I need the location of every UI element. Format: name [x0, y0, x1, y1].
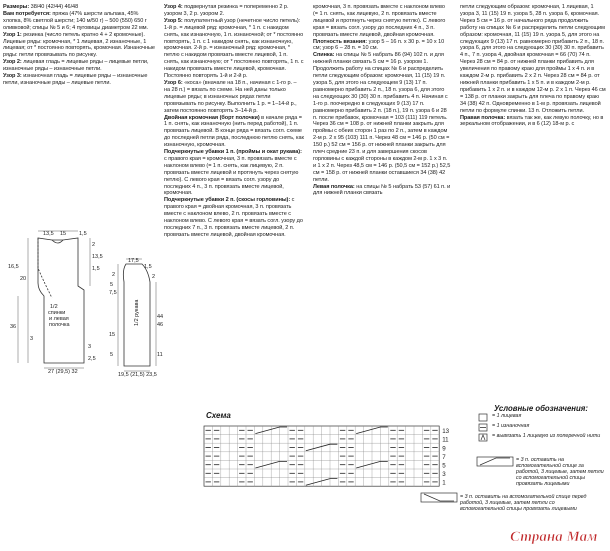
paragraph-text: резинка (число петель кратно 4 + 2 кромочные). Лицевые ряды: кромочная, * 1 лицевая, 2 изнаночные, 1 лицевая; от * постоянно повторять, кромочная. Изнаночные ряды: петли провязывать по рисунку. [3, 31, 157, 59]
col1-paragraph [3, 59, 155, 73]
col4-paragraph [460, 115, 606, 129]
neckline-back [52, 240, 63, 243]
paragraph-text: с правого края = кромочная, 3 п. провязать вместе с наклоном влево (= 1 п. снять, как лицевую, 2 п. провязать вместе лицевой и протянуть через снятую петлю). С левого края = вязать согл. узору до последних 4 п., 3 п. провязать вместе лицевой, кромочная. [164, 149, 304, 197]
paragraph-text: изнаночная гладь = лицевые ряды – изнаночные петли, изнаночные ряды – лицевые петли. [3, 73, 149, 86]
chart-row-number: 1 [442, 479, 446, 487]
legend-item-cable-back: = 3 п. оставить на вспомогательной спице за работой, 3 лицевые, затем петли со вспомогательной спицы провязать лицевыми [516, 457, 604, 487]
sleeve-dim-9: 15 [109, 332, 116, 338]
back-title-1: 1/2 [50, 304, 58, 310]
back-dim-4: 13,5 [92, 254, 103, 260]
col1-paragraph [3, 73, 155, 87]
legend-item-cable-front: = 3 п. оставить на вспомогательной спице перед работой, 3 лицевые, затем петли со вспомогательной спицы провязать лицевыми [460, 494, 587, 512]
paragraph-text: узор 5 – 16 п. x 30 р. = 10 x 10 см; узор 6 – 28 п. = 10 см. [313, 38, 446, 52]
paragraph-heading: Правая полочка: [460, 114, 506, 121]
paragraph-heading: Спинка: [313, 52, 335, 59]
back-dim-0: 13,5 [43, 231, 54, 237]
sleeve-dim-3: 46 [157, 322, 164, 328]
sleeve-title: 1/2 рукава [134, 299, 140, 326]
col3-paragraph [313, 52, 451, 183]
col3-paragraph [313, 39, 451, 53]
legend-item-knit: = 1 лицевая [492, 413, 522, 419]
chart-grid [204, 426, 439, 486]
paragraph-text: пряжа (47% шерсти альпака, 45% хлопка, 8% светлой шерсти; 140 м/50 г) – 500 (550) 650 г оливковой; спицы № 5 и 6; 4 пуговицы диаметром 22 мм. [3, 10, 149, 31]
watermark-logo [504, 525, 604, 547]
sleeve-dim-2: 44 [157, 314, 164, 320]
sleeve-dim-7: 2 [152, 274, 156, 280]
sleeve-dim-11: 19,5 (21,5) 23,5 [118, 372, 157, 378]
back-dim-11: 2,5 [88, 356, 96, 362]
col2-paragraph [164, 4, 304, 18]
paragraph-text: на спицы № 5 набрать 53 (57) 61 п. и для нижней планки связать [313, 183, 452, 197]
col2-paragraph [164, 197, 304, 238]
front-instructions-column [460, 4, 606, 304]
back-dim-1: 15 [60, 231, 67, 237]
sleeve-dim-6: 2 [112, 272, 116, 278]
sleeve-schematic [108, 256, 166, 376]
back-title-4: полочка [49, 322, 70, 328]
chart-row-number: 9 [442, 445, 446, 453]
legend-item-purl: = 1 изнаночная [492, 423, 530, 429]
front-neckline-dashed [38, 238, 52, 298]
knit-symbol [479, 414, 487, 421]
paragraph-heading: Узор 1: [3, 31, 22, 38]
chart-row-number: 5 [442, 462, 446, 470]
sleeve-dim-0: 17,5 [128, 258, 139, 264]
col1-paragraph [3, 4, 155, 11]
back-title-3: и левая [49, 316, 69, 322]
sleeve-dim-5: 7,5 [109, 290, 117, 296]
back-dim-6: 16,5 [8, 264, 19, 270]
cable-front-symbol [420, 492, 460, 504]
col3-paragraph [313, 4, 451, 39]
chart-row-number: 3 [442, 471, 446, 479]
col2-paragraph [164, 18, 304, 80]
sleeve-dim-8: 5 [110, 352, 114, 358]
back-schematic [8, 228, 103, 373]
sleeve-dim-4: 5 [110, 282, 114, 288]
back-dim-10: 36 [10, 324, 17, 330]
back-dim-9: 3 [88, 344, 92, 350]
paragraph-text: вязать так же, как левую полочку, но в зеркальном отображении, и в 6 (12) 18-м р. с [460, 114, 605, 128]
paragraph-heading: Подчеркнутые убавки 2 п. (скосы горловины): [164, 197, 291, 204]
chart-title: Схема [206, 411, 231, 420]
back-outline [38, 238, 84, 363]
chart-row-number: 7 [442, 453, 446, 461]
paragraph-heading: Подчеркнутые убавки 1 п. (проймы и окат рукава): [164, 149, 302, 156]
paragraph-heading: Размеры: [3, 4, 30, 10]
chart-row-numbers [442, 428, 449, 487]
col1-paragraph [3, 32, 155, 60]
back-title-2: спинки [48, 310, 66, 316]
cable-back-symbol [476, 456, 516, 468]
sleeve-dim-1: 1,5 [144, 264, 152, 270]
paragraph-text: в начале ряда = 1 п. снять, как изнаночную (нить перед работой), 1 п. провязать лицевой. В конце ряда = вязать согл. схеме до последней петли ряда, последнюю петлю снять, как изнаночную, кромочная. [164, 114, 306, 149]
paragraph-text: петли следующим образом: кромочная, 1 лицевая, 1 узора 3, 11 (15) 19 п. узора 5, 28 п. узора 6, кромочная. Через 5 см = 16 р. от начального ряда продолжить работу на спицах № 6 и распределить петли следующим образом: кромочная, 11 (15) 19 п. узора 5, для этого на следующих 9 (13) 17 п. равномерно прибавить 2 п., 18 п. узора 6, для этого на следующих 30 (30) 30 п. прибавить 4 п., 7 п. узора 4, двойная кромочная = 66 (70) 74 п. Через 28 см = 84 р. от нижней планки прибавить для увеличения по правому краю для проймы 1 x 4 п. и в каждом 2-м р. прибавить 2 x 2 п. Через 28 см = 84 р. от нижней планки прибавить 1 x 5 п. и в каждом 2-м р. прибавить 1 x 2 п. и в каждом 12-м р. 2 x 1 п. Через 46 см = 138 р. от планки закрыть для плеча по правому краю 34 (38) 42 п. Одновременно в 1-м р. провязать лицевой петли по формуле спинки. 13 п. Отложить петли. [460, 4, 608, 114]
col2-paragraph [164, 115, 304, 150]
legend-title: Условные обозначения: [494, 404, 588, 413]
paragraph-heading: Узор 2: [3, 59, 22, 66]
col3-paragraph [313, 184, 451, 198]
paragraph-text: лицевая гладь = лицевые ряды – лицевые петли, изнаночные ряды – изнаночные петли. [3, 59, 150, 73]
paragraph-text: полупатентный узор (нечетное число петель): 1-й р. = лицевой ряд: кромочная, * 1 п. с накидом снять, как изнаночную, 1 п. изнаночной; от * постоянно повторять, 1 п. с 1 накидом снять, как изнаночную, кромочная. 2-й р. = изнаночный ряд: кромочная, * петлю с накидом провязать вместе лицевой, 1 п. снять, как изнаночную; от * постоянно повторять, 1 п. с накидом провязать вместе лицевой, кромочная. Постоянно повторять 1-й и 2-й р. [164, 17, 305, 80]
patterns-column [164, 4, 304, 412]
back-dim-3: 2 [92, 242, 96, 248]
col4-paragraph [460, 4, 606, 115]
back-dim-2: 1,5 [79, 231, 87, 237]
sleeve-dim-10: 11 [157, 352, 163, 358]
back-dim-5: 1,5 [92, 266, 100, 272]
paragraph-text: подвернутая резинка = попеременно 2 р. узором 3, 2 р. узором 2. [164, 4, 290, 17]
paragraph-heading: Узор 3: [3, 73, 22, 80]
paragraph-text: с правого края = двойная кромочная, 3 п. провязать вместе с наклоном влево, 2 п. провязать вместе с наклоном влево. С левого края = вязать согл. узору до последних 7 п., 3 п. провязать вместе лицевой, 2 п. провязать вместе лицевой, двойная кромочная. [164, 197, 305, 238]
paragraph-text: кромочная, 3 п. провязать вместе с наклоном влево (= 1 п. снять, как лицевую, 2 п. провязать вместе лицевой и протянуть через снятую петлю). С левого края = вязать согл. узору до последних 4 п., 3 п. провязать вместе лицевой, двойная кромочная. [313, 4, 447, 38]
paragraph-text: 38/40 (42/44) 46/48 [29, 4, 79, 10]
paragraph-text: на спицы № 5 набрать 86 (94) 102 п. и для нижней планки связать 5 см = 16 р. узором 1. Продолжить работу на спицах № 6 и распределить петли следующим образом: кромочная, 11 (15) 19 п. узора 5, для этого на следующем 9 (13) 17 п. равномерно прибавить 2 п., 18 п. узора 6, для этого на следующих 30 (30) 30 п. прибавить 4 п. Начиная с 1-го р. поочередно в следующих 9 (13) 17 п. равномерно прибавить 2 п. (18 п.), 19 п. узора 6 и 28 п. после прибавок, кромочная = 103 (111) 119 петель. Через 36 см = 108 р. от нижней планки закрыть для проймы с обеих сторон 1 раз по 2 п., затем в каждом 2-м р. 2 x 95 (103) 111 п. Через 48 см = 146 р. (50 см = 150 р.) 52 см = 156 р. от нижней планки закрыть для плеч средние 23 п. и для завершения скосов горловины с каждой стороны в каждом 2-м р. 1 x 3 п. и 1 x 2 п. Через 48,5 см = 146 р. (50,5 см = 152 р.) 52,5 см = 158 р. от нижней планки оставшиеся 34 (38) 42 петли. [313, 52, 452, 183]
stitch-chart [200, 420, 460, 490]
paragraph-heading: Узор 4: [164, 4, 183, 10]
materials-column [3, 4, 155, 174]
back-dim-7: 20 [20, 276, 27, 282]
paragraph-heading: Узор 6: [164, 79, 183, 86]
col1-paragraph [3, 11, 155, 32]
chart-row-number: 13 [442, 428, 450, 436]
back-instructions-column [313, 4, 451, 404]
legend-item-m1: = вывязать 1 лицевую из поперечной нити [492, 433, 601, 439]
back-dim-8: 3 [30, 336, 34, 342]
paragraph-heading: Вам потребуется: [3, 10, 51, 17]
paragraph-heading: Плотность вязания: [313, 38, 368, 45]
col2-paragraph [164, 149, 304, 197]
paragraph-heading: Левая полочка: [313, 183, 355, 190]
paragraph-heading: Узор 5: [164, 17, 183, 24]
back-dim-12: 27 (29,5) 32 [48, 369, 78, 375]
paragraph-heading: Двойная кромочная (борт полочки) [164, 114, 260, 121]
chart-row-number: 11 [442, 436, 449, 444]
watermark-text: Страна Мам [510, 529, 598, 545]
col2-paragraph [164, 80, 304, 115]
paragraph-text: «коса» (вначале на 18 п., начиная с 1-го р. – на 28 п.) = вязать по схеме. На ней даны только лицевые ряды; в изнаночных рядах петли провязывать по рисунку. Выполнить 1 р. = 1–14-й р., затем постоянно повторять 3–14-й р. [164, 79, 299, 114]
